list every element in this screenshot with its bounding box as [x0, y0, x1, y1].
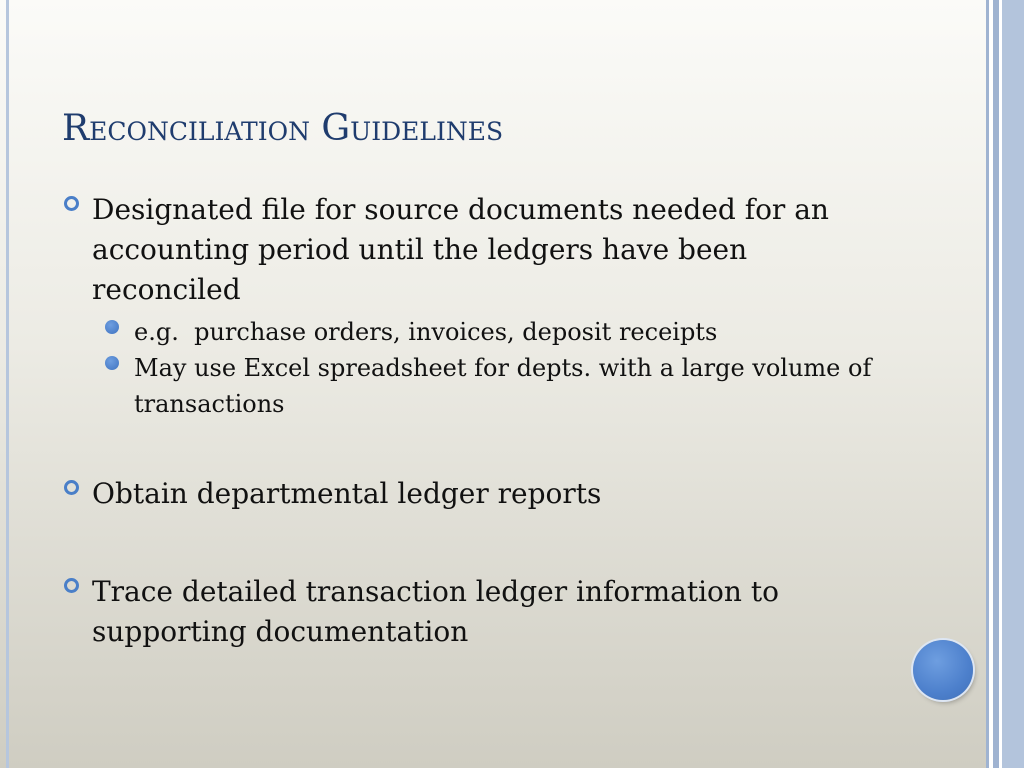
ring-bullet-icon: [64, 578, 79, 593]
left-border-rule: [6, 0, 9, 768]
decorative-circle: [913, 640, 973, 700]
bullet-text: Designated file for source documents needed for an accounting period until the ledgers have been reconciled: [92, 193, 829, 306]
sub-bullet-text: May use Excel spreadsheet for depts. with a large volume of transactions: [134, 354, 872, 418]
bullet-text: Trace detailed transaction ledger information to supporting documentation: [92, 575, 779, 648]
sub-bullet-text: e.g. purchase orders, invoices, deposit receipts: [134, 318, 718, 346]
bullet-text: Obtain departmental ledger reports: [92, 477, 602, 510]
slide-title: Reconciliation Guidelines: [62, 108, 504, 149]
ring-bullet-icon: [64, 480, 79, 495]
dot-bullet-icon: [105, 356, 119, 370]
bullet-item: [62, 474, 882, 514]
bullet-list: [62, 190, 882, 652]
dot-bullet-icon: [105, 320, 119, 334]
right-decorative-bar: [986, 0, 1024, 768]
bullet-item: [62, 190, 882, 422]
sub-bullet-item: [102, 314, 882, 350]
bullet-item: [62, 572, 882, 652]
sub-bullet-item: [102, 350, 882, 422]
sub-bullet-list: [92, 314, 882, 422]
ring-bullet-icon: [64, 196, 79, 211]
